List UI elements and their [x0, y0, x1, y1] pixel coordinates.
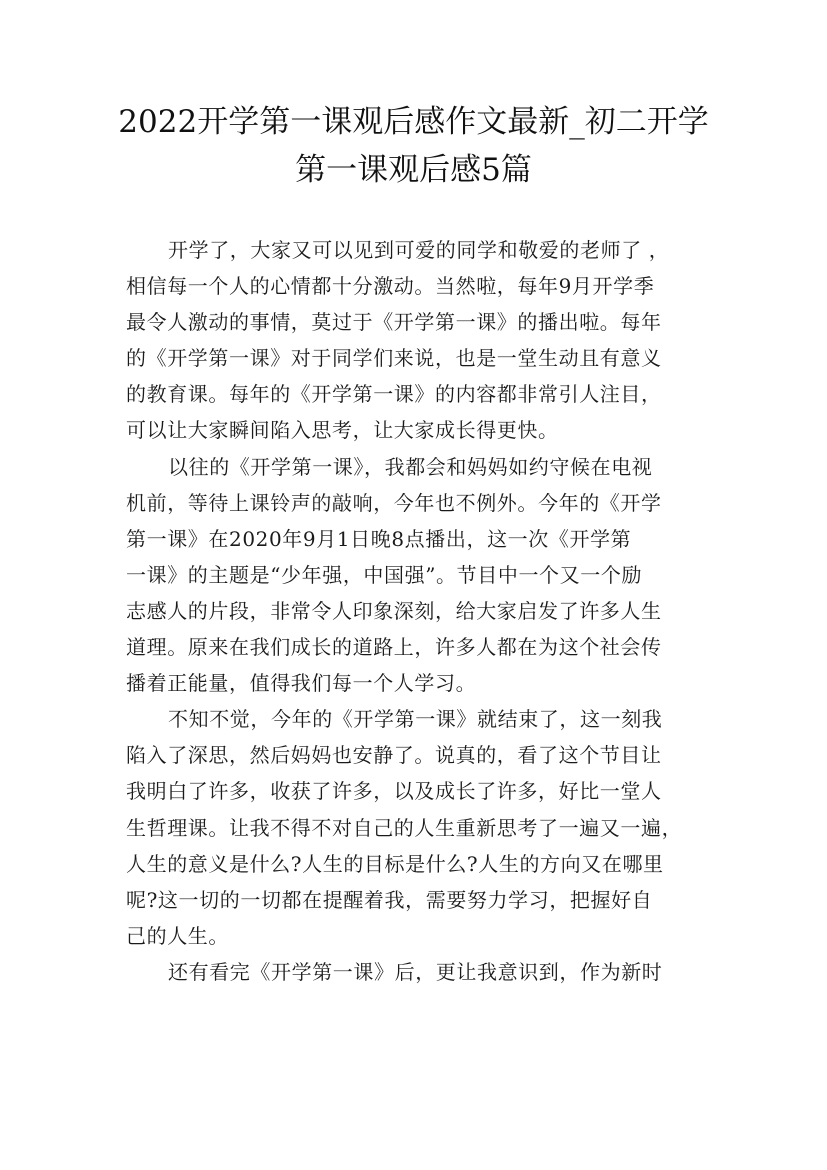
- text-line: 第一课》在2020年9月1日晚8点播出，这一次《开学第: [126, 526, 632, 551]
- text-line: 播着正能量，值得我们每一个人学习。: [126, 671, 477, 696]
- text-line: 最令人激动的事情，莫过于《开学第一课》的播出啦。每年: [126, 310, 662, 335]
- text-line: 相信每一个人的心情都十分激动。当然啦，每年9月开学季: [126, 274, 655, 299]
- text-line: 开学了，大家又可以见到可爱的同学和敬爱的老师了 ，: [168, 238, 670, 262]
- title-line-1: 2022开学第一课观后感作文最新_初二开学: [118, 104, 709, 140]
- text-line: 我明白了许多，收获了许多，以及成长了许多，好比一堂人: [126, 779, 662, 804]
- text-line: 人生的意义是什么?人生的目标是什么?人生的方向又在哪里: [126, 851, 664, 876]
- paragraph-4: [126, 954, 716, 990]
- text-line: 生哲理课。让我不得不对自己的人生重新思考了一遍又一遍，: [126, 815, 683, 840]
- text-line: 机前，等待上课铃声的敲响，今年也不例外。今年的《开学: [126, 490, 662, 515]
- text-line: 一课》的主题是“少年强，中国强”。节目中一个又一个励: [126, 562, 643, 587]
- text-line: 己的人生。: [126, 923, 229, 948]
- title-line-2: 第一课观后感5篇: [295, 152, 532, 188]
- text-line: 志感人的片段，非常令人印象深刻，给大家启发了许多人生: [126, 598, 662, 623]
- paragraph-1: [126, 232, 716, 449]
- text-line: 呢?这一切的一切都在提醒着我，需要努力学习，把握好自: [126, 887, 653, 912]
- text-line: 还有看完《开学第一课》后，更让我意识到，作为新时: [168, 959, 663, 984]
- text-line: 可以让大家瞬间陷入思考，让大家成长得更快。: [126, 418, 559, 443]
- text-line: 不知不觉，今年的《开学第一课》就结束了，这一刻我: [168, 707, 663, 732]
- text-line: 以往的《开学第一课》，我都会和妈妈如约守候在电视: [168, 454, 653, 479]
- paragraph-2: [126, 449, 716, 702]
- text-line: 的《开学第一课》对于同学们来说，也是一堂生动且有意义: [126, 346, 662, 371]
- text-line: 道理。原来在我们成长的道路上，许多人都在为这个社会传: [126, 635, 662, 660]
- paragraph-3: [126, 701, 716, 954]
- text-line: 陷入了深思，然后妈妈也安静了。说真的，看了这个节目让: [126, 743, 662, 768]
- article-body: [126, 232, 716, 990]
- text-line: 的教育课。每年的《开学第一课》的内容都非常引人注目，: [126, 382, 662, 407]
- page-title: [100, 98, 727, 194]
